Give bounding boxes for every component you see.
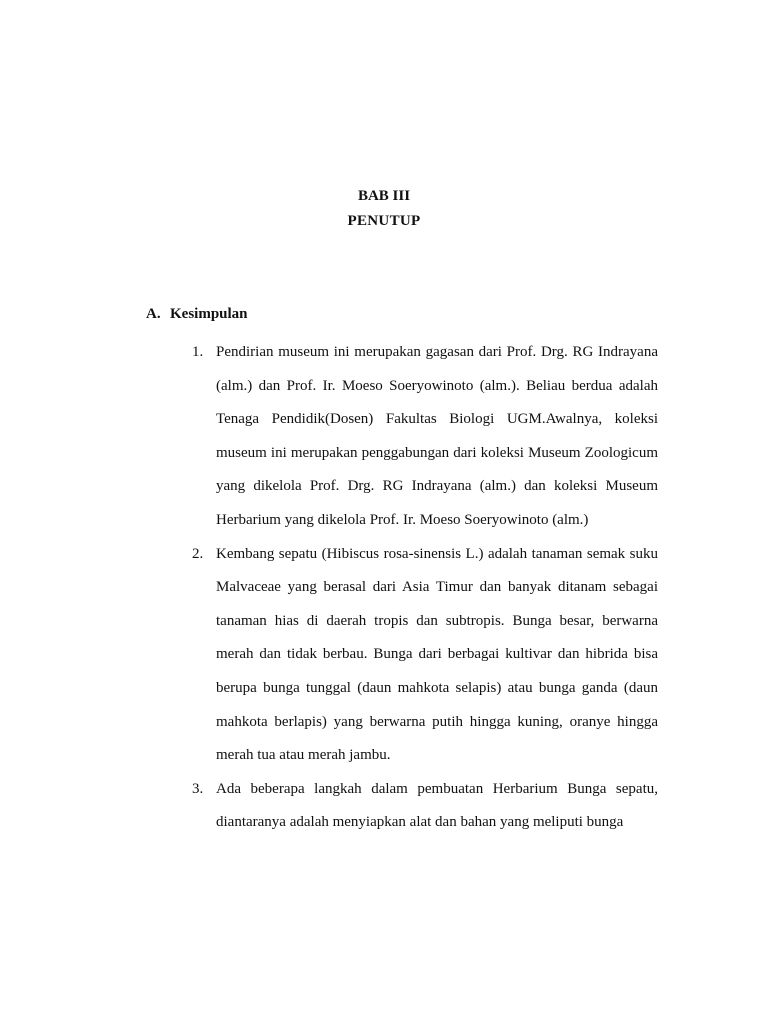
list-item-text: Pendirian museum ini merupakan gagasan dari Prof. Drg. RG Indrayana (alm.) dan Prof. Ir. Moeso Soeryowinoto (alm.). Beliau berdua adalah Tenaga Pendidik(Dosen) Fakultas Biologi UGM.Awalnya, koleksi museum ini merupakan penggabungan dari koleksi Museum Zoologicum yang dikelola Prof. Drg. RG Indrayana (alm.) dan koleksi Museum Herbarium yang dikelola Prof. Ir. Moeso Soeryowinoto (alm.) <box>216 344 658 528</box>
chapter-title: PENUTUP <box>347 213 421 229</box>
list-item <box>180 773 658 840</box>
conclusion-list <box>180 336 658 840</box>
list-item-text: Ada beberapa langkah dalam pembuatan Herbarium Bunga sepatu, diantaranya adalah menyiapkan alat dan bahan yang meliputi bunga <box>216 780 658 831</box>
list-item-number: 1. <box>192 344 204 360</box>
section-letter: A. <box>146 306 161 322</box>
list-item <box>180 538 658 773</box>
section-title: Kesimpulan <box>170 306 248 322</box>
list-item-text: Kembang sepatu (Hibiscus rosa-sinensis L.) adalah tanaman semak suku Malvaceae yang berasal dari Asia Timur dan banyak ditanam sebagai tanaman hias di daerah tropis dan subtropis. Bunga besar, berwarna merah dan tidak berbau. Bunga dari berbagai kultivar dan hibrida bisa berupa bunga tunggal (daun mahkota selapis) atau bunga ganda (daun mahkota berlapis) yang berwarna putih hingga kuning, oranye hingga merah tua atau merah jambu. <box>216 545 658 764</box>
list-item-number: 2. <box>192 545 204 562</box>
list-item-number: 3. <box>192 780 204 797</box>
list-item <box>180 336 658 538</box>
section-heading <box>146 304 248 324</box>
chapter-number: BAB III <box>357 188 411 204</box>
